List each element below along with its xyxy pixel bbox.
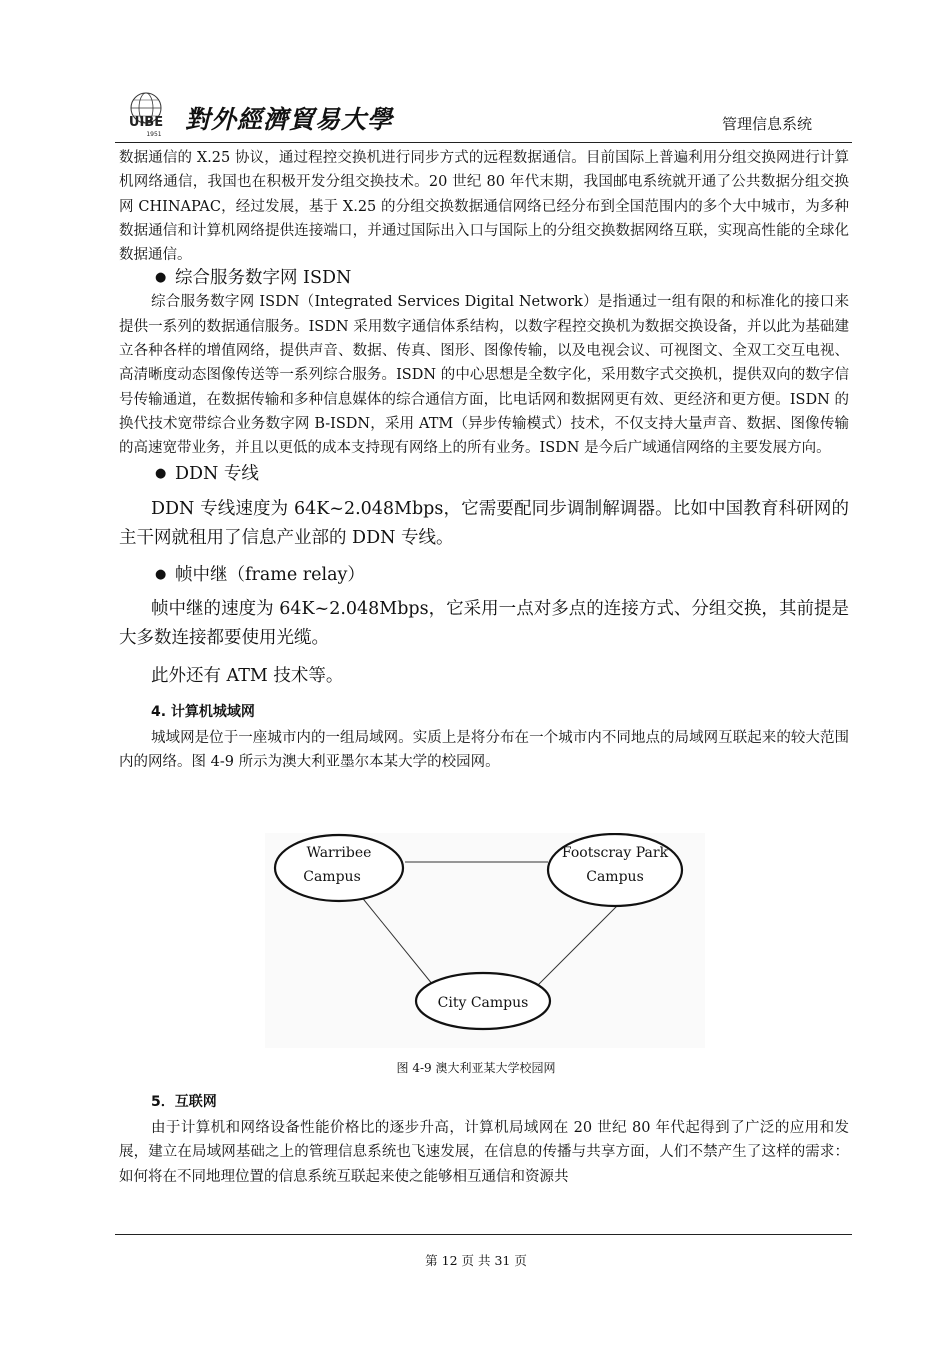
heading-man: 4. 计算机城域网 <box>151 703 255 720</box>
paragraph-frame-relay: 帧中继的速度为 64K~2.048Mbps，它采用一点对多点的连接方式、分组交换，其前提是大多数连接都要使用光缆。 <box>119 598 849 648</box>
paragraph-atm: 此外还有 ATM 技术等。 <box>151 665 344 686</box>
svg-text:1951: 1951 <box>146 131 162 138</box>
page-number: 第 12 页 共 31 页 <box>425 1253 527 1268</box>
course-title: 管理信息系统 <box>721 115 812 133</box>
node-footscray-label-1: Footscray Park <box>561 845 669 861</box>
paragraph-isdn: 综合服务数字网 ISDN（Integrated Services Digital Network）是指通过一组有限的和标准化的接口来提供一系列的数据通信服务。ISDN 采用数字通信体系结构，以数字程控交换机为数据交换设备，并以此为基础建立各种各样的增值网络，提供声音、数据、传真、图形、图像传输，以及电视会议、可视图文、全双工交互电视、高清晰度动态图像传送等一系列综合服务。ISDN 的中心思想是全数字化，采用数字式交换机，提供双向的数字信号传输通道，在数据传输和多种信息媒体的综合通信方面，比电话网和数据网更有效、更经济和更方便。ISDN 的换代技术宽带综合业务数字网 B-ISDN，采用 ATM（异步传输模式）技术，不仅支持大量声音、数据、图像传输的高速宽带业务，并且以更低的成本支持现有网络上的所有业务。ISDN 是今后广域通信网络的主要发展方向。 <box>119 294 849 457</box>
page-content <box>119 146 849 774</box>
campus-network-diagram <box>265 833 705 1048</box>
paragraph-x25: 数据通信的 X.25 协议，通过程控交换机进行同步方式的远程数据通信。目前国际上普遍利用分组交换网进行计算机网络通信，我国也在积极开发分组交换技术。20 世纪 80 年代末期，我国邮电系统就开通了公共数据分组交换网 CHINAPAC，经过发展，基于 X.25 的分组交换数据通信网络已经分布到全国范围内的多个大中城市，为多种数据通信和计算机网络提供连接端口，并通过国际出入口与国际上的分组交换数据网络互联，实现高性能的全球化数据通信。 <box>119 150 849 264</box>
footer-divider <box>115 1234 852 1235</box>
paragraph-internet: 由于计算机和网络设备性能价格比的逐步升高，计算机局域网在 20 世纪 80 年代起得到了广泛的应用和发展，建立在局域网基础之上的管理信息系统也飞速发展，在信息的传播与共享方面，人们不禁产生了这样的需求：如何将在不同地理位置的信息系统互联起来使之能够相互通信和资源共 <box>119 1120 849 1185</box>
university-logo-icon <box>118 90 178 140</box>
bullet-frame-relay: ● 帧中继（frame relay） <box>119 561 849 589</box>
node-warribee-label-1: Warribee <box>306 845 372 861</box>
node-footscray-label-2: Campus <box>586 869 644 885</box>
university-name: 對外經濟貿易大學 <box>185 105 394 134</box>
paragraph-ddn: DDN 专线速度为 64K~2.048Mbps，它需要配同步调制解调器。比如中国教育科研网的主干网就租用了信息产业部的 DDN 专线。 <box>119 498 849 548</box>
page-header <box>115 92 852 143</box>
figure-caption: 图 4-9 澳大利亚某大学校园网 <box>396 1061 556 1075</box>
svg-text:UIBE: UIBE <box>128 115 164 130</box>
page-content-lower <box>119 1090 849 1189</box>
heading-internet: 5．互联网 <box>151 1094 217 1110</box>
bullet-ddn: ● DDN 专线 <box>119 460 849 488</box>
paragraph-man: 城域网是位于一座城市内的一组局域网。实质上是将分布在一个城市内不同地点的局域网互联起来的较大范围内的网络。图 4-9 所示为澳大利亚墨尔本某大学的校园网。 <box>119 729 849 770</box>
bullet-isdn: ● 综合服务数字网 ISDN <box>119 264 849 292</box>
node-warribee-label-2: Campus <box>303 869 361 885</box>
node-city-label: City Campus <box>437 995 529 1011</box>
